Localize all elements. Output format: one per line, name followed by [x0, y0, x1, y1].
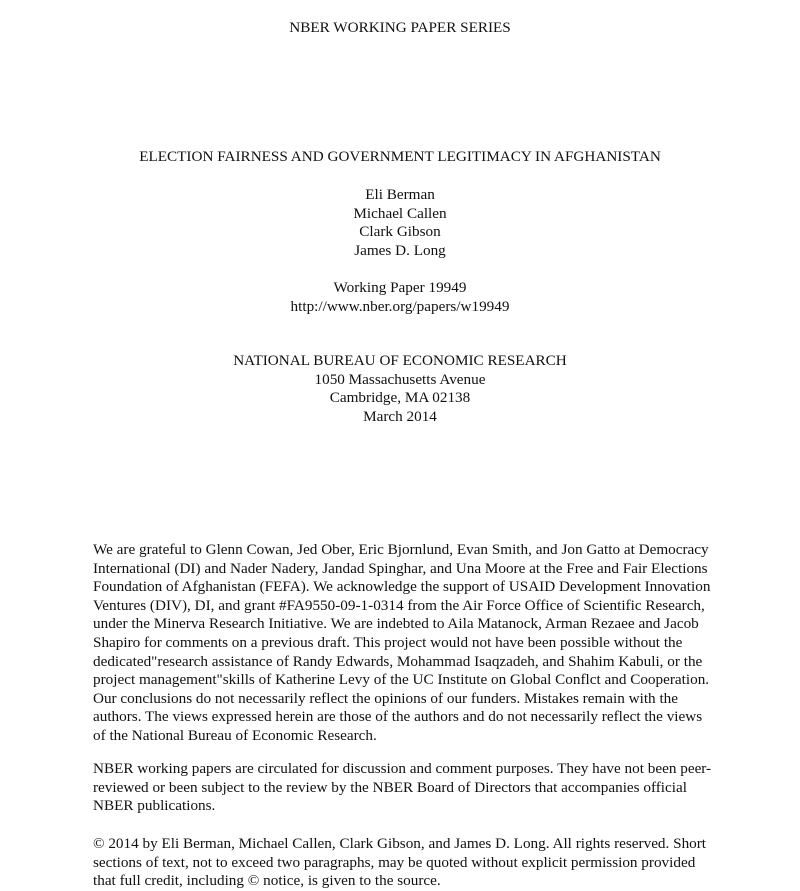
paragraph-line: authors. The views expressed herein are those of the authors and do not necessarily reflect the views [93, 708, 703, 726]
paragraph-line: We are grateful to Glenn Cowan, Jed Ober, Eric Bjornlund, Evan Smith, and Jon Gatto at Democracy [93, 541, 709, 558]
paragraph-line: Ventures (DIV), DI, and grant #FA9550-09-1-0314 from the Air Force Office of Scientific Research, [93, 596, 705, 614]
paragraph-line: that full credit, including © notice, is given to the source. [93, 872, 441, 890]
paragraph-line: © 2014 by Eli Berman, Michael Callen, Clark Gibson, and James D. Long. All rights reserved. Short [93, 835, 707, 852]
author-name: Clark Gibson [359, 223, 441, 241]
publisher-name: NATIONAL BUREAU OF ECONOMIC RESEARCH [233, 352, 567, 369]
paragraph-line: International (DI) and Nader Nadery, Jandad Spinghar, and Una Moore at the Free and Fair Elections [93, 559, 708, 577]
author-name: Michael Callen [353, 204, 447, 222]
paragraph-line: Our conclusions do not necessarily reflect the opinions of our funders. Mistakes remain with the [93, 689, 679, 707]
paragraph-line: Foundation of Afghanistan (FEFA). We acknowledge the support of USAID Development Innovation [93, 578, 711, 596]
paragraph-line: NBER working papers are circulated for discussion and comment purposes. They have not been peer- [93, 760, 712, 777]
author-name: Eli Berman [365, 186, 435, 203]
author-list [0, 186, 800, 260]
disclaimer-paragraph [93, 760, 713, 816]
paragraph-line: sections of text, not to exceed two paragraphs, may be quoted without explicit permission provided [93, 853, 696, 871]
working-paper-url[interactable]: http://www.nber.org/papers/w19949 [290, 297, 510, 315]
paper-title-text: ELECTION FAIRNESS AND GOVERNMENT LEGITIMACY IN AFGHANISTAN [139, 148, 661, 165]
publisher-city: Cambridge, MA 02138 [329, 389, 471, 407]
paragraph-line: dedicated"research assistance of Randy Edwards, Mohammad Isaqzadeh, and Shahim Kabuli, or the [93, 652, 703, 670]
copyright-paragraph [93, 835, 713, 891]
publisher-street: 1050 Massachusetts Avenue [314, 370, 486, 388]
publisher-address [0, 352, 800, 426]
paragraph-line: reviewed or been subject to the review by the NBER Board of Directors that accompanies official [93, 778, 687, 796]
series-header-text: NBER WORKING PAPER SERIES [289, 19, 511, 36]
publication-date: March 2014 [363, 407, 437, 425]
series-header [0, 19, 800, 38]
paper-title [0, 148, 800, 167]
acknowledgments-paragraph [93, 541, 713, 746]
paragraph-line: NBER publications. [93, 797, 216, 815]
paragraph-line: Shapiro for comments on a previous draft. This project would not have been possible without the [93, 633, 683, 651]
paragraph-line: under the Minerva Research Initiative. We are indebted to Aila Matanock, Arman Rezaee and Jacob [93, 615, 699, 633]
author-name: James D. Long [354, 241, 446, 259]
working-paper-info [0, 279, 800, 316]
paragraph-line: of the National Bureau of Economic Research. [93, 726, 377, 744]
paragraph-line: project management"skills of Katherine Levy of the UC Institute on Global Conflct and Cooperation. [93, 671, 710, 689]
working-paper-number: Working Paper 19949 [333, 279, 467, 296]
